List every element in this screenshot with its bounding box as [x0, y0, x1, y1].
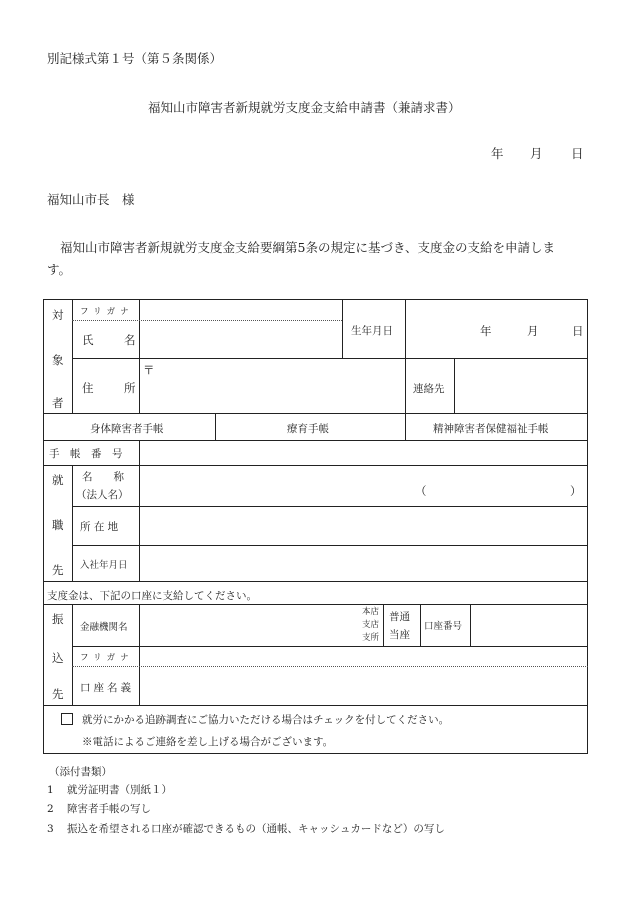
- attachment-number: 3: [47, 823, 54, 835]
- bank-institution-field[interactable]: [140, 605, 360, 646]
- employer-location-field[interactable]: [140, 507, 587, 545]
- statement-line-1: 福知山市障害者新規就労支度金支給要綱第5条の規定に基づき、支度金の支給を申請しま: [60, 240, 555, 255]
- employer-group-char-3: 先: [52, 563, 64, 577]
- bank-furigana-label: フリガナ: [80, 653, 134, 663]
- employer-location-label: 所 在 地: [80, 521, 119, 533]
- attachment-number: 1: [47, 784, 54, 796]
- divider: [72, 299, 73, 413]
- contact-label: 連絡先: [413, 383, 445, 395]
- name-label-second: 名: [124, 333, 136, 347]
- account-holder-label: 口座名義: [80, 682, 134, 694]
- bank-institution-label: 金融機関名: [80, 622, 128, 633]
- divider: [383, 604, 384, 646]
- branch-type-branch: 支店: [362, 620, 380, 630]
- birth-day-label: 日: [572, 324, 584, 338]
- divider: [420, 604, 421, 646]
- attachment-item: [47, 801, 151, 816]
- employer-name-sublabel: （法人名）: [76, 489, 129, 501]
- paren-open: （: [415, 484, 427, 498]
- employer-group-char-1: 就: [52, 473, 64, 487]
- tracking-consent-checkbox[interactable]: [61, 713, 73, 725]
- divider: [342, 299, 343, 358]
- employer-group-char-2: 職: [52, 518, 64, 532]
- employer-name-label: 名 称: [82, 471, 124, 483]
- date-day-label: 日: [571, 146, 584, 161]
- account-holder-field[interactable]: [140, 667, 587, 705]
- attachment-number: 2: [47, 803, 54, 815]
- birth-year-label: 年: [480, 324, 492, 338]
- bank-group-char-2: 込: [52, 651, 64, 665]
- handbook-type-mental: 精神障害者保健福祉手帳: [433, 423, 549, 435]
- address-label-second: 所: [124, 381, 136, 395]
- subject-group-char-1: 対: [52, 308, 64, 322]
- furigana-label: フリガナ: [80, 307, 134, 317]
- contact-field[interactable]: [455, 359, 587, 413]
- table-right-border: [587, 299, 588, 754]
- addressee: 福知山市長 様: [47, 192, 135, 207]
- attachment-text: 振込を希望される口座が確認できるもの（通帳、キャッシュカードなど）の写し: [67, 823, 445, 835]
- divider: [215, 413, 216, 440]
- divider: [43, 581, 588, 582]
- subject-group-char-2: 象: [52, 353, 64, 367]
- handbook-number-label: 手 帳 番 号: [49, 448, 123, 460]
- divider: [43, 413, 588, 414]
- branch-type-head-office: 本店: [362, 607, 380, 617]
- handbook-number-field[interactable]: [140, 441, 587, 465]
- divider: [72, 604, 73, 705]
- subject-group-char-3: 者: [52, 396, 64, 410]
- employer-name-field[interactable]: [140, 466, 587, 506]
- tracking-consent-text: 就労にかかる追跡調査にご協力いただける場合はチェックを付してください。: [82, 714, 450, 726]
- attachment-item: [47, 782, 172, 797]
- page-title: 福知山市障害者新規就労支度金支給申請書（兼請求書）: [148, 100, 461, 115]
- account-type-ordinary[interactable]: 普通: [389, 611, 410, 623]
- birthdate-field[interactable]: [406, 300, 587, 358]
- postal-mark: 〒: [143, 363, 155, 377]
- attachment-item: [47, 821, 445, 836]
- attachments-heading: （添付書類）: [49, 766, 112, 778]
- branch-type-sub-branch: 支所: [362, 633, 380, 643]
- name-field[interactable]: [140, 321, 342, 358]
- branch-types: [362, 606, 379, 645]
- name-label-first: 氏: [82, 333, 94, 347]
- bank-group-char-1: 振: [52, 612, 64, 626]
- statement-line-2: す。: [47, 262, 72, 277]
- birthdate-label: 生年月日: [351, 325, 393, 337]
- account-number-label: 口座番号: [424, 621, 463, 632]
- bank-group-char-3: 先: [52, 687, 64, 701]
- divider: [43, 705, 588, 706]
- table-left-border: [43, 299, 44, 754]
- divider: [405, 413, 406, 440]
- birth-month-label: 月: [527, 324, 539, 338]
- date-year-label: 年: [491, 146, 504, 161]
- attachment-text: 就労証明書（別紙１）: [67, 784, 173, 796]
- address-field[interactable]: [140, 359, 405, 413]
- paren-close: ）: [570, 484, 582, 498]
- handbook-type-rehab: 療育手帳: [287, 423, 329, 435]
- hire-date-label: 入社年月日: [80, 560, 128, 571]
- address-label-first: 住: [82, 381, 94, 395]
- phone-contact-note: ※電話によるご連絡を差し上げる場合がございます。: [82, 736, 334, 748]
- table-bottom-border: [43, 753, 588, 754]
- hire-date-field[interactable]: [140, 546, 587, 581]
- account-number-field[interactable]: [471, 605, 587, 646]
- bank-furigana-field[interactable]: [140, 647, 587, 666]
- divider: [72, 465, 73, 581]
- form-number: 別記様式第１号（第５条関係）: [47, 51, 223, 66]
- attachment-text: 障害者手帳の写し: [67, 803, 152, 815]
- handbook-type-physical: 身体障害者手帳: [90, 423, 164, 435]
- date-month-label: 月: [530, 146, 543, 161]
- furigana-field[interactable]: [140, 300, 342, 320]
- account-type-current[interactable]: 当座: [389, 629, 410, 641]
- bank-intro: 支度金は、下記の口座に支給してください。: [47, 590, 257, 602]
